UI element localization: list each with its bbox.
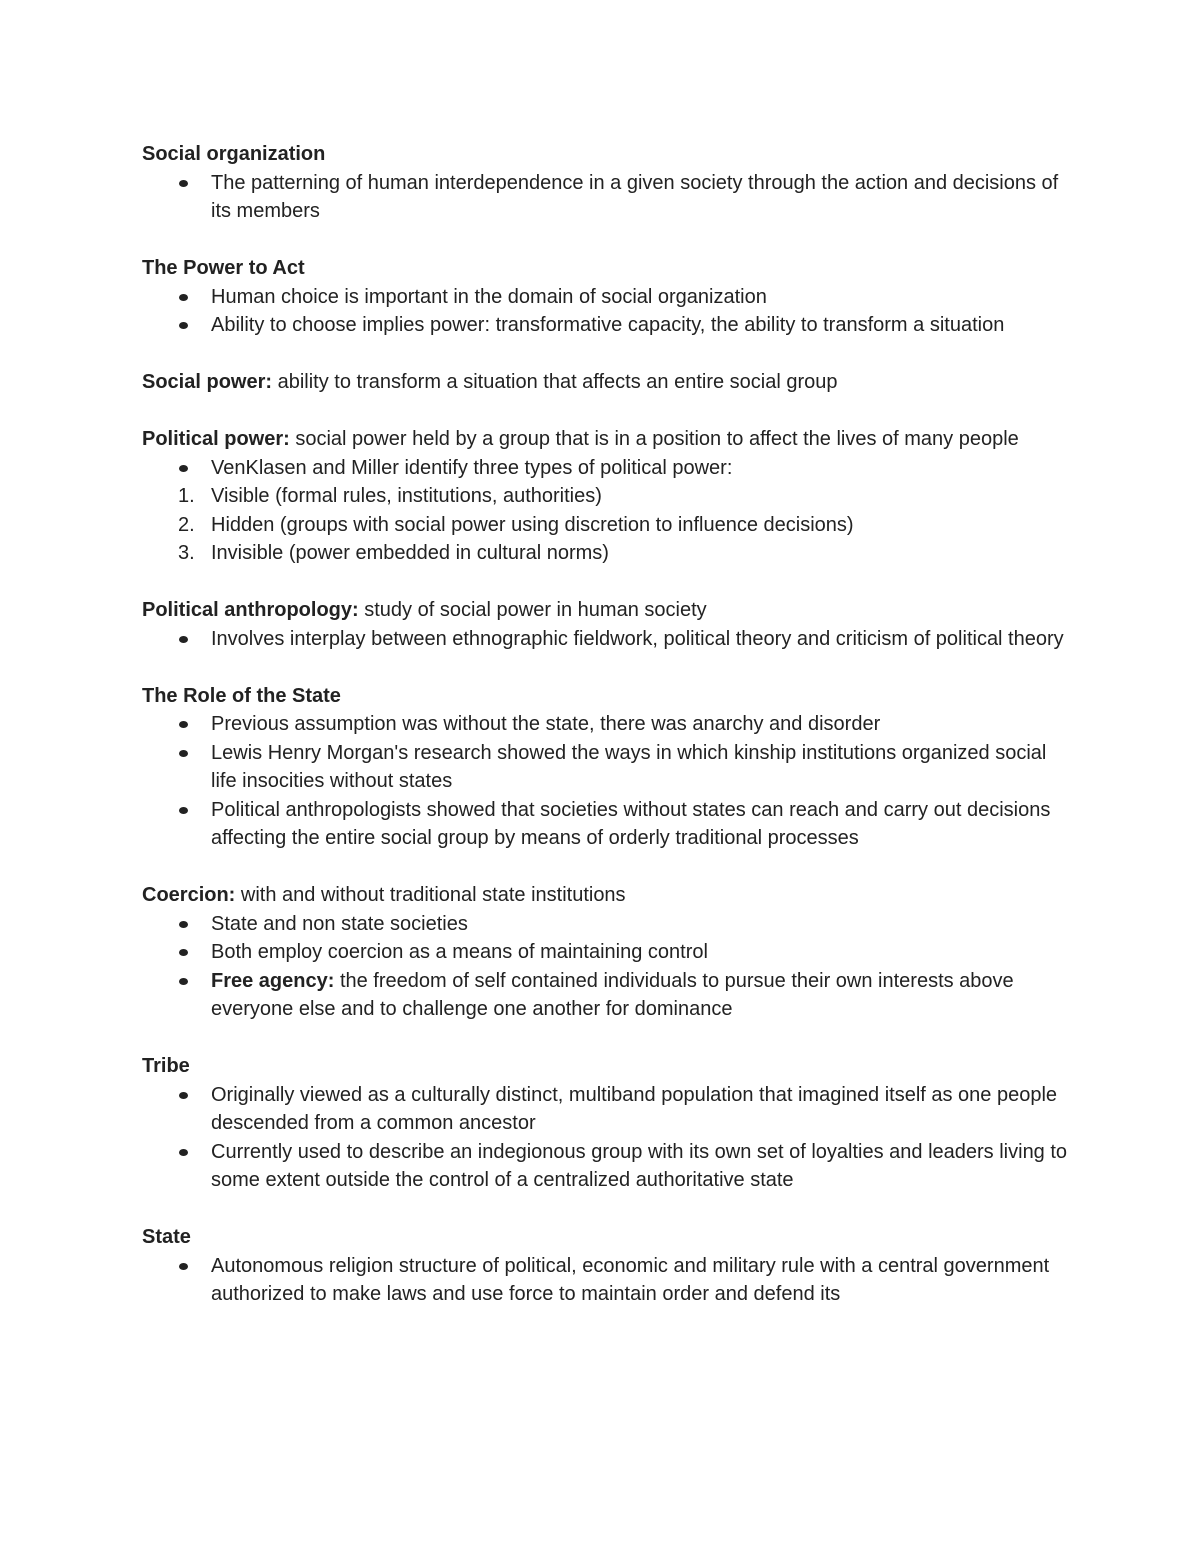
- list-item: Originally viewed as a culturally distinct, multiband population that imagined itself as one people descended from a common ancestor: [142, 1081, 1072, 1138]
- bullet-icon: [179, 322, 188, 329]
- list-item: 1. Visible (formal rules, institutions, authorities): [178, 485, 602, 507]
- definition-political-power: Political power: social power held by a group that is in a position to affect the lives of many people: [142, 428, 1019, 450]
- heading-tribe: Tribe: [142, 1055, 190, 1077]
- list-item: Ability to choose implies power: transformative capacity, the ability to transform a situation: [142, 311, 1072, 340]
- definition-political-anthropology: Political anthropology: study of social power in human society: [142, 599, 707, 621]
- bullet-list: [142, 283, 1072, 340]
- bullet-icon: [179, 465, 188, 472]
- heading-state: State: [142, 1226, 191, 1248]
- list-item: Both employ coercion as a means of maintaining control: [142, 938, 1072, 967]
- list-item: 3. Invisible (power embedded in cultural norms): [178, 542, 609, 564]
- list-item: Human choice is important in the domain of social organization: [142, 283, 1072, 312]
- heading-social-organization: Social organization: [142, 143, 326, 165]
- list-item: Involves interplay between ethnographic fieldwork, political theory and criticism of political theory: [142, 625, 1072, 654]
- list-item: Political anthropologists showed that societies without states can reach and carry out decisions affecting the entire social group by means of orderly traditional processes: [142, 796, 1072, 853]
- list-item: 2. Hidden (groups with social power using discretion to influence decisions): [178, 513, 854, 536]
- definition-social-power: Social power: ability to transform a situation that affects an entire social group: [142, 371, 838, 393]
- bullet-icon: [179, 750, 188, 757]
- bullet-list: [142, 1252, 1072, 1309]
- list-item: Free agency: the freedom of self contained individuals to pursue their own interests above everyone else and to challenge one another for dominance: [142, 967, 1072, 1024]
- bullet-icon: [179, 1263, 188, 1270]
- bullet-icon: [179, 1149, 188, 1156]
- bullet-icon: [179, 721, 188, 728]
- list-item: Currently used to describe an indegionous group with its own set of loyalties and leaders living to some extent outside the control of a centralized authoritative state: [142, 1138, 1072, 1195]
- bullet-icon: [179, 978, 188, 985]
- numbered-list: [142, 482, 1072, 568]
- bullet-list: [142, 710, 1072, 853]
- list-item: Previous assumption was without the state, there was anarchy and disorder: [142, 710, 1072, 739]
- bullet-icon: [179, 949, 188, 956]
- list-item: State and non state societies: [142, 910, 1072, 939]
- list-item: Autonomous religion structure of political, economic and military rule with a central government authorized to make laws and use force to maintain order and defend its: [142, 1252, 1072, 1309]
- bullet-icon: [179, 294, 188, 301]
- definition-coercion: Coercion: with and without traditional state institutions: [142, 884, 626, 906]
- bullet-icon: [179, 921, 188, 928]
- heading-power-to-act: The Power to Act: [142, 257, 305, 279]
- list-item: The patterning of human interdependence in a given society through the action and decisions of its members: [142, 169, 1072, 226]
- heading-role-of-state: The Role of the State: [142, 684, 341, 707]
- bullet-list: [142, 1081, 1072, 1195]
- bullet-list: [142, 910, 1072, 1024]
- bullet-icon: [179, 636, 188, 643]
- bullet-list: [142, 454, 1072, 483]
- bullet-list: [142, 169, 1072, 226]
- document-page: [142, 140, 1072, 1309]
- bullet-icon: [179, 180, 188, 187]
- bullet-icon: [179, 807, 188, 814]
- list-item: Lewis Henry Morgan's research showed the ways in which kinship institutions organized social life insocities without states: [142, 739, 1072, 796]
- list-item: VenKlasen and Miller identify three types of political power:: [142, 454, 1072, 483]
- bullet-icon: [179, 1092, 188, 1099]
- bullet-list: [142, 625, 1072, 654]
